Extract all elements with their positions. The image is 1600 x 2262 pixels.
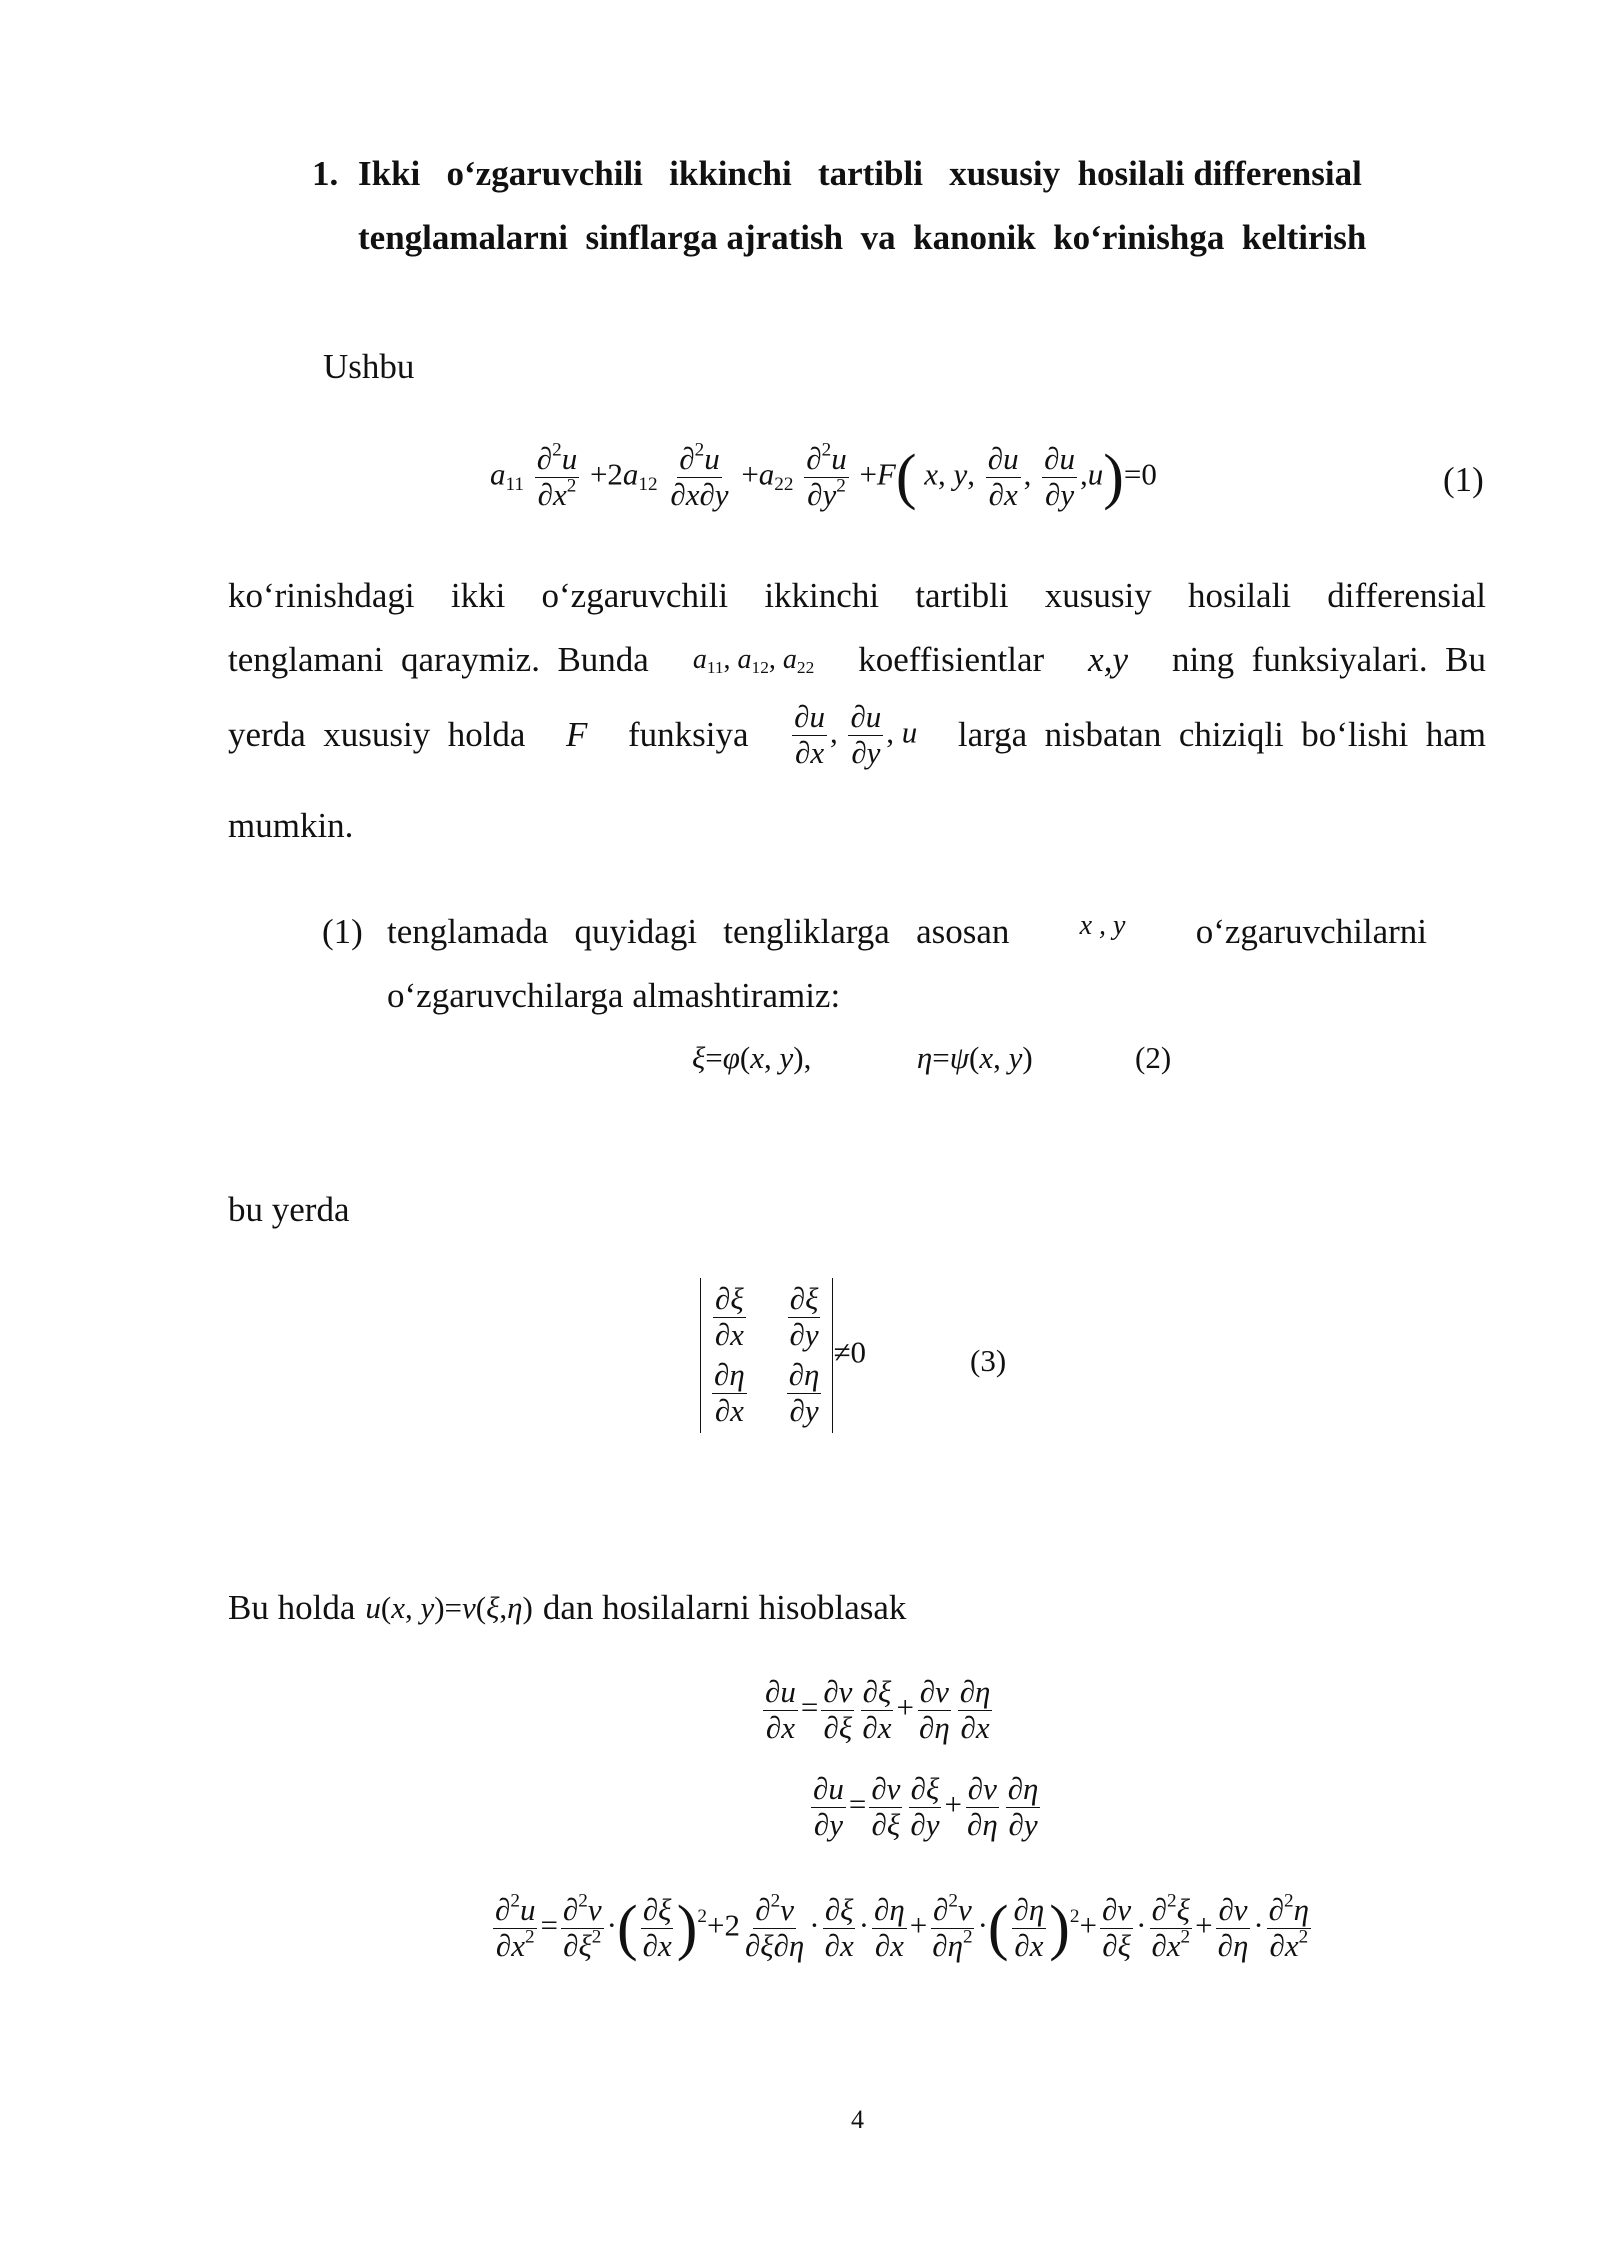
equation-1-number: (1) xyxy=(1443,460,1484,499)
paragraph-1-line-2-a: tenglamani qaraymiz. Bunda xyxy=(228,640,649,679)
paragraph-3-b: dan hosilalarni hisoblasak xyxy=(542,1588,907,1627)
paragraph-1-line-1: ko‘rinishdagi ikki o‘zgaruvchili ikkinchi tartibli xususiy hosilali differensial xyxy=(228,576,1486,615)
variables-xy: x,y xyxy=(1088,640,1128,679)
equation-2-number: (2) xyxy=(1135,1040,1172,1075)
derivative-uxx: $\frac{\partial^2u}{\partial x^2}$ = $\frac{\partial^2v}{\partial\xi^2}$ ·( $\frac{\partial\xi}{\partial x}$ )$^2$+2 $\frac{\partial^2v}{\partial\xi\partial\eta}$ · $\frac{\partial\xi}{\partial x}$ · $\frac{\partial\eta}{\partial x}$ + $\frac{\partial^2v}{\partial\eta^2}$ ·( $\frac{\partial\eta}{\partial x}$ )$^2$+ $\frac{\partial v}{\partial\xi}$ · $\frac{\partial^2\xi}{\partial x^2}$ + $\frac{\partial v}{\partial\eta}$ · $\frac{\partial^2\eta}{\partial x^2}$ xyxy=(495,1890,1309,1963)
page-number: 4 xyxy=(851,2105,864,2134)
paragraph-1-line-3-a: yerda xususiy holda xyxy=(228,715,526,755)
heading-line-2: tenglamalarni sinflarga ajratish va kanonik ko‘rinishga keltirish xyxy=(358,218,1367,257)
paragraph-1-line-2 xyxy=(228,640,1486,680)
partials-inline: $\frac{\partial u}{\partial x}$ , $\frac{\partial u}{\partial y}$ , u xyxy=(794,699,918,770)
paragraph-2-line-1-a: tenglamada quyidagi tengliklarga asosan xyxy=(387,912,1010,951)
paragraph-1-line-3-c: larga nisbatan chiziqli bo‘lishi ham xyxy=(957,715,1486,755)
equation-2: ξ=φ(x, y), η=ψ(x, y) xyxy=(692,1040,1033,1075)
jacobian-determinant: $\frac{\partial\xi}{\partial x}$ $\frac{\partial\xi}{\partial y}$ $\frac{\partial\eta}{\partial x}$ $\frac{\partial\eta}{\partial y}$ xyxy=(700,1278,833,1433)
paragraph-2-line-1 xyxy=(387,912,1427,952)
function-F: F xyxy=(566,715,588,755)
equation-3-number: (3) xyxy=(970,1343,1007,1378)
equation-3: $\frac{\partial\xi}{\partial x}$ $\frac{\partial\xi}{\partial y}$ $\frac{\partial\eta}{\partial x}$ $\frac{\partial\eta}{\partial y}$ ≠0 xyxy=(700,1278,866,1433)
paragraph-1-line-3-b: funksiya xyxy=(628,715,749,755)
derivative-ux: $\frac{\partial u}{\partial x}$ = $\frac{\partial v}{\partial\xi}$ $\frac{\partial\xi}{\partial x}$ + $\frac{\partial v}{\partial\eta}$ $\frac{\partial\eta}{\partial x}$ xyxy=(765,1674,991,1745)
section-number: 1. xyxy=(312,154,339,193)
derivative-uy: $\frac{\partial u}{\partial y}$ = $\frac{\partial v}{\partial\xi}$ $\frac{\partial\xi}{\partial y}$ + $\frac{\partial v}{\partial\eta}$ $\frac{\partial\eta}{\partial y}$ xyxy=(813,1771,1039,1842)
paragraph-3-a: Bu holda xyxy=(228,1588,356,1627)
substitution-inline: u(x, y)=v(ξ,η) xyxy=(365,1590,533,1625)
intro-word: Ushbu xyxy=(323,347,415,386)
coefficients-inline: $a_{11}$, $a_{12}$, $a_{22}$ xyxy=(692,644,815,678)
variables-xy-inline: x , y xyxy=(1079,910,1126,941)
paragraph-1-line-2-b: koeffisientlar xyxy=(858,640,1045,679)
paragraph-2-line-2: o‘zgaruvchilarga almashtiramiz: xyxy=(387,976,841,1015)
paragraph-1-line-3 xyxy=(228,700,1486,770)
paragraph-1-line-4: mumkin. xyxy=(228,806,354,845)
section-heading xyxy=(312,142,1444,270)
heading-line-1: Ikki o‘zgaruvchili ikkinchi tartibli xususiy hosilali differensial xyxy=(358,154,1362,193)
paragraph-1-line-2-c: ning funksiyalari. Bu xyxy=(1171,640,1486,679)
paragraph-3 xyxy=(228,1588,906,1628)
paragraph-2-line-1-b: o‘zgaruvchilarni xyxy=(1195,912,1427,951)
equation-1: $a_{11}$ $\frac{\partial^2u}{\partial x^2}$ $+2a_{12}$ $\frac{\partial^2u}{\partial x\partial y}$ $+a_{22}$ $\frac{\partial^2u}{\partial y^2}$ +F( x, y, $\frac{\partial u}{\partial x}$ , $\frac{\partial u}{\partial y}$ ,u)=0 xyxy=(490,439,1157,512)
bu-yerda: bu yerda xyxy=(228,1190,350,1229)
paragraph-2-label: (1) xyxy=(322,912,363,951)
